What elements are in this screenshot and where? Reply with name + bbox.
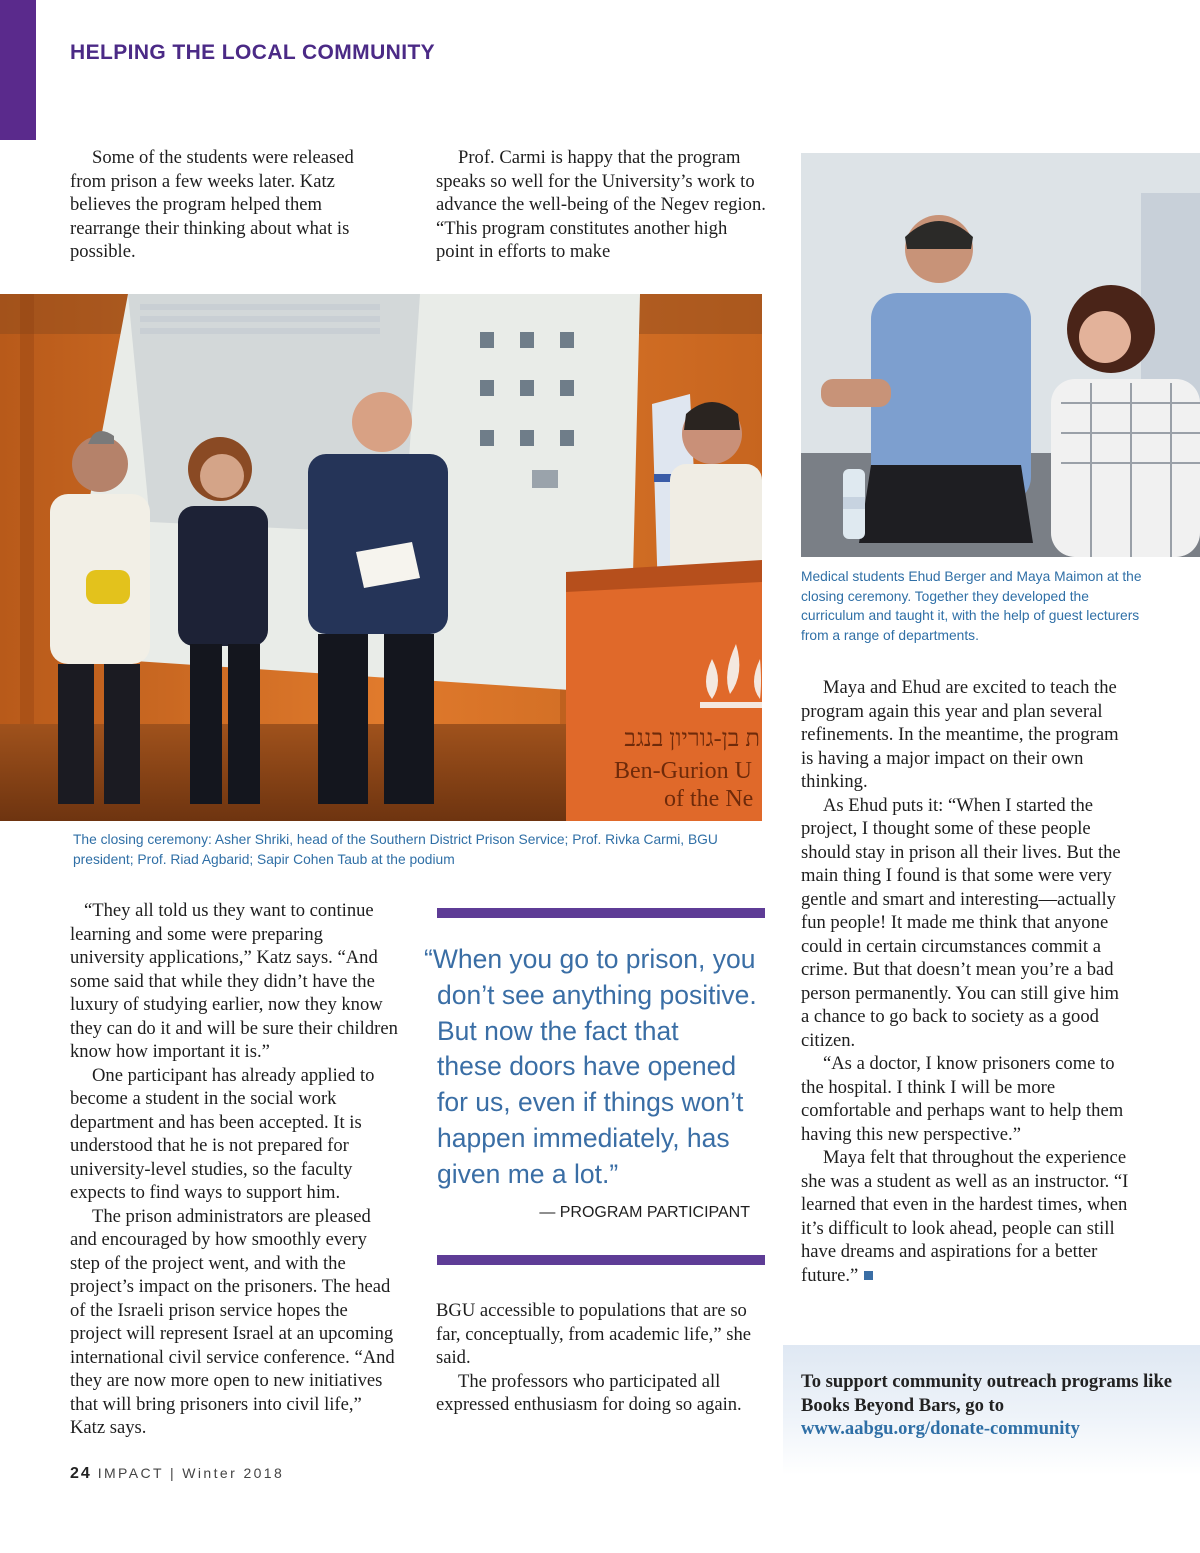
- quote-top-rule: [437, 908, 765, 918]
- column-2-bottom-text: [436, 1299, 766, 1417]
- paragraph: Maya and Ehud are excited to teach the program again this year and plan several refinements. In the meantime, the program is having a major impact on their own thinking.: [801, 677, 1119, 792]
- pull-quote-line: don’t see anything positive.: [437, 979, 757, 1010]
- paragraph: The professors who participated all expressed enthusiasm for doing so again.: [436, 1370, 742, 1415]
- closing-ceremony-photo: [0, 294, 762, 821]
- paragraph: The prison administrators are pleased and encouraged by how smoothly every step of the project went, and with the project’s impact on the prisoners. The head of the Israeli prison service hopes the project will represent Israel at an upcoming international civil service conference. “And they are now more open to new initiatives that will bring prisoners into civil life,” Katz says.: [70, 1205, 395, 1438]
- paragraph: “They all told us they want to continue learning and some were preparing university applications,” Katz says. “And some said that while they didn’t have the luxury of studying earlier, now they know they can do it and will be sure their children know how important it is.”: [70, 900, 398, 1062]
- donate-link[interactable]: www.aabgu.org/donate-community: [801, 1418, 1080, 1439]
- pull-quote-line: happen immediately, has: [437, 1122, 730, 1153]
- podium-hebrew-text: ת בן-גוריון בנגב: [624, 726, 760, 752]
- pull-quote-line: But now the fact that: [437, 1015, 679, 1046]
- page-number: 24: [70, 1465, 92, 1482]
- ceremony-illustration: [0, 294, 762, 821]
- column-3-text: [801, 676, 1131, 1287]
- paragraph: BGU accessible to populations that are so far, conceptually, from academic life,” she said.: [436, 1300, 752, 1368]
- students-illustration: [801, 153, 1200, 557]
- paragraph: Prof. Carmi is happy that the program speaks so well for the University’s work to advance the well-being of the Negev region. “This program constitutes another high point in efforts to make: [436, 147, 766, 262]
- column-1-bottom-text: [70, 899, 400, 1440]
- main-photo-caption: The closing ceremony: Asher Shriki, head of the Southern District Prison Service; Prof. Rivka Carmi, BGU president; Prof. Riad Agbarid; Sapir Cohen Taub at the podium: [73, 832, 718, 867]
- end-of-article-icon: [864, 1271, 873, 1280]
- quote-bottom-rule: [437, 1255, 765, 1265]
- column-2-top-text: [436, 146, 766, 264]
- column-1-top-text: [70, 146, 392, 264]
- right-photo-caption: Medical students Ehud Berger and Maya Maimon at the closing ceremony. Together they developed the curriculum and taught it, with the help of guest lecturers from a range of departments.: [801, 569, 1142, 643]
- support-callout-box: [783, 1345, 1200, 1475]
- pull-quote-line: for us, even if things won’t: [437, 1087, 744, 1118]
- publication-info: IMPACT | Winter 2018: [97, 1465, 285, 1481]
- pull-quote-attribution: — PROGRAM PARTICIPANT: [539, 1204, 750, 1221]
- podium-name-line2: of the Ne: [664, 786, 754, 812]
- paragraph: [801, 1146, 1131, 1287]
- pull-quote: [424, 942, 774, 1193]
- paragraph: As Ehud puts it: “When I started the project, I thought some of these people should stay in prison all their lives. But the main thing I found is that some were very gentle and smart and interesting—actually fun people! It made me think that anyone could in certain circumstances commit a crime. But that doesn’t mean you’re a bad person permanently. You can still give him a chance to go back to society as a good citizen.: [801, 794, 1121, 1051]
- page-footer: [70, 1465, 284, 1483]
- section-tab-accent: [0, 0, 36, 140]
- paragraph-text: Maya felt that throughout the experience she was a student as well as an instructor. “I learned that even in the hardest times, when it’s difficult to look ahead, people can still have dreams and aspirations for a better future.”: [801, 1147, 1129, 1286]
- pull-quote-line: these doors have opened: [437, 1051, 737, 1082]
- paragraph: One participant has already applied to become a student in the social work department and has been accepted. It is understood that he is not prepared for university-level studies, so the faculty expects to find ways to support him.: [70, 1064, 375, 1203]
- pull-quote-line: “When you go to prison, you: [424, 944, 756, 974]
- podium-name-line1: Ben-Gurion U: [614, 758, 752, 784]
- support-callout-text: [801, 1370, 1191, 1441]
- paragraph: Some of the students were released from prison a few weeks later. Katz believes the program helped them rearrange their thinking about what is possible.: [70, 147, 354, 262]
- support-callout-label: To support community outreach programs like Books Beyond Bars, go to: [801, 1371, 1173, 1416]
- paragraph: “As a doctor, I know prisoners come to the hospital. I think I will be more comfortable and perhaps want to help them having this new perspective.”: [801, 1053, 1124, 1145]
- section-heading: HELPING THE LOCAL COMMUNITY: [70, 41, 436, 64]
- pull-quote-line: given me a lot.”: [437, 1158, 619, 1189]
- medical-students-photo: [801, 153, 1200, 557]
